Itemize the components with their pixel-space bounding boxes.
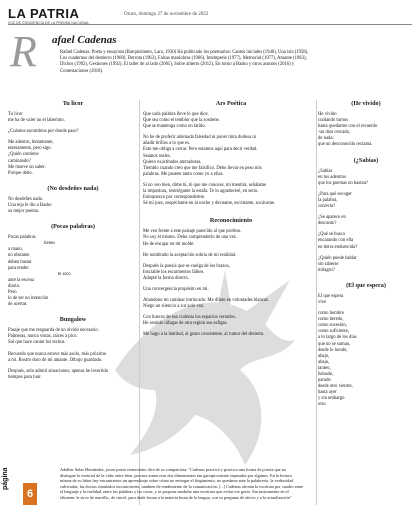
- poem: [318, 100, 414, 149]
- poem-line: desde lo hondo,: [318, 347, 348, 353]
- page-title: afael Cadenas: [52, 34, 117, 46]
- poem-line: Recuerdo que nunca estuve más asolo, más próximo: [8, 351, 107, 357]
- poem-line: en tus adentros: [318, 174, 347, 180]
- poem-line: He de encajar en mi molde.: [143, 241, 195, 247]
- poem-body: [318, 112, 414, 149]
- header-rule: [8, 24, 412, 25]
- poem-title: (He vivido): [351, 100, 381, 107]
- poem-line: Adopté la forma directo.: [143, 275, 190, 281]
- poem-line: No he de proferir adornada falsedad ni poner tinta dudosa ni: [143, 135, 256, 141]
- column-divider: [316, 100, 317, 505]
- poem-line: me ha de valer un el laberinto.: [8, 118, 65, 124]
- poem-line: encarando con ella: [318, 238, 354, 244]
- poem-body: [318, 294, 414, 409]
- poem-line: como suficiente,: [318, 329, 349, 335]
- poem-line: Que cada palabra lleve lo que dice.: [143, 112, 209, 117]
- poem-line: palabras. Me poseen tanto como yo a ellas.: [143, 171, 224, 177]
- poem-line: Me adentro, lentamente,: [8, 140, 54, 146]
- poem: [8, 223, 138, 308]
- poem-line: Tiemblo cuando creo que me falsifico. Debo llevar en peso mis: [143, 165, 262, 171]
- poem: [318, 157, 414, 274]
- poem-line: ¿Se aparece en: [318, 215, 346, 221]
- poem-line: Insciable los escarmentos fálkes.: [143, 269, 205, 275]
- poem-title: Reconocimiento: [209, 217, 253, 225]
- poem-title: (No desdeñes nada): [47, 184, 99, 192]
- poem-line: Palmeras, nunca vistas, raíces a pico.: [8, 334, 78, 340]
- poem-line: a mí. Rostro duro de mi amante. Dibujo guardado.: [8, 357, 103, 363]
- poem-line: abajo,: [318, 353, 330, 359]
- poem-line: en tierra endurecida?: [318, 244, 358, 250]
- poem-line: Sol que hace cantar los techos.: [8, 340, 66, 346]
- poem-line: la palabra,: [318, 197, 338, 203]
- poem-line: que los poemas no bastan?: [318, 180, 368, 186]
- poem-line: que no se suman,: [318, 341, 351, 347]
- footnote-line: misma de su labor hay encontramos un aprendizaje sobre cómo no entregar el fingimiento, no quedarse ante la palabrería. la verbosidad: [60, 478, 294, 484]
- poem-line: Enloquezco por corresponderme.: [143, 195, 206, 201]
- poem-line: ¿Qué se busca: [318, 232, 345, 238]
- poem-line: añadir brillos a lo que es.: [143, 141, 191, 147]
- poem-line: a mano,: [8, 247, 23, 253]
- poem-line: He sentido ráfagas de otra región sus esfigas.: [143, 321, 228, 327]
- poem-title: (El que espera): [346, 281, 386, 289]
- poem-line: No soy el mismo. Debo comprenderlo de una vez.: [143, 235, 237, 241]
- poem-line: de nada;: [318, 136, 334, 142]
- poem: [8, 185, 138, 215]
- poem-line: Si no veo bien, dime tú, tú que me conoces, mi mentira, señálame: [143, 182, 267, 188]
- poem-title: Bungalow: [59, 316, 87, 324]
- poem-line: su mejor poema.: [8, 209, 40, 215]
- poem-line: Abandono mi caminar intrincado. Me dilato en voluntades blancas.: [143, 298, 270, 304]
- bio-line: Los cuadernos del destierro (1960), Derrota (1963), Falsas maniobras (1966), Intemperie (1977), Memorial (1977), Amante (1983),: [60, 56, 307, 62]
- poem-line: Porque debo.: [8, 170, 33, 176]
- poem-line: como hombre: [318, 311, 344, 317]
- poem-line: otro.: [318, 402, 327, 408]
- poem: [143, 217, 319, 338]
- column-divider: [139, 100, 140, 505]
- bio-line: Contestaciones (2018).: [60, 68, 104, 74]
- poem-line: Me mueve un saber.: [8, 164, 46, 170]
- poem-line: ¿Para qué escoger: [318, 191, 352, 197]
- poem-line: como sucesión,: [318, 323, 347, 329]
- poem-body: [8, 112, 138, 177]
- poem-line: ¿Sabías: [318, 168, 333, 174]
- poem-line: sin saberse: [318, 261, 339, 267]
- poem-line: ¿Quién contiene: [8, 152, 39, 158]
- poem-line: Con huecos de esa violenta los espacios cerrados.: [143, 315, 236, 321]
- drop-initial: R: [10, 27, 37, 76]
- poem-line: ¿Cuántos escombros por donde paso?: [8, 129, 79, 135]
- poem-body: [8, 328, 138, 381]
- right-column: [318, 100, 414, 417]
- poem-line: Quiero exactitudes aterradoras.: [143, 159, 202, 165]
- poem-line: correcta?: [318, 204, 336, 210]
- poem-line: cuidando turnos: [318, 118, 349, 124]
- footnote-line: Adalber Salas Hernández, joven poeta venezolano dice de su compatriota: "Cadenas practicó y practica una forma de poesía que no: [60, 467, 287, 472]
- newspaper-logo: LA PATRIA: [8, 6, 80, 21]
- poem: [8, 316, 138, 381]
- poem-line: Pero: [8, 289, 17, 295]
- poem-line: ante la escena: [8, 277, 35, 283]
- poem-line: Seamos reales.: [143, 153, 171, 159]
- poem-line: no obstante: [8, 253, 30, 259]
- poem-line: milagro?: [318, 267, 335, 273]
- poem-line: Tu licor: [8, 112, 23, 117]
- poem: [8, 100, 138, 177]
- poem-line: He vivido: [318, 112, 337, 117]
- poem-title: Ars Poética: [215, 100, 247, 107]
- poem-line: Sé mi juez, sospéchame en la noche y devuame, escúrtame, socávame.: [143, 201, 276, 207]
- poem-line: hasta quedarme con el recuerdo: [318, 124, 378, 130]
- poem-line: No desdeñes nada.: [8, 196, 44, 202]
- poem-line: que un desconocido reclama.: [318, 142, 373, 148]
- poem-body: [143, 112, 319, 207]
- poem-line: te arco: [58, 271, 71, 277]
- poem-line: caminando?: [8, 158, 31, 164]
- poem-body: [143, 229, 319, 338]
- poem-body: [8, 235, 138, 308]
- poem-line: como heredo,: [318, 317, 344, 323]
- poem-line: de acertar.: [8, 302, 28, 308]
- poem-line: la impostura, restriégame la estafa. Te lo agradeceré, en serio.: [143, 189, 259, 195]
- poem-line: Pasaje que me resguarda de un olvido necesario.: [8, 328, 99, 334]
- poem-line: abajo,: [318, 359, 330, 365]
- poem-line: Esto me obliga a cerrar. Pero estamos aquí para decir verdad.: [143, 147, 258, 153]
- newspaper-tagline: VOZ DE CONCIENCIA DE LA PRENSA NACIONAL: [8, 21, 90, 25]
- poem-line: -un dios cercado,: [318, 130, 351, 136]
- poem-line: Una teja le dio a Basho: [8, 202, 52, 208]
- poem-line: Que se mantenga como un latido.: [143, 124, 206, 130]
- poem-line: descanto?: [318, 221, 337, 227]
- poem-line: lo de ser un intención: [8, 296, 49, 302]
- poem-line: tanteo,: [318, 365, 331, 371]
- bio-line: Rafael Cadenas. Poeta y ensayista (Barquisimeto, Lara, 1930) Ha publicado los poemarios: Cantos iniciales (1946), Una isla (1958),: [60, 50, 309, 55]
- author-bio: [60, 50, 410, 75]
- poem-line: diaria.: [8, 283, 20, 289]
- poem-line: y sin embargo: [318, 396, 345, 402]
- poem: [143, 100, 319, 207]
- poem-line: He nombrado la aceptación sobria de mi realidad.: [143, 252, 237, 258]
- poem-line: Pocas palabras: [8, 235, 36, 241]
- poem-line: a lo largo de los días: [318, 335, 357, 341]
- footnote-line: cultivadas, las doctos simulados inconscientes, tambien de rendimiento de la comunicación. [...] Cadenas afronta la escritura por cuadro entre: [60, 483, 304, 489]
- poem-line: tiempos para huir.: [8, 374, 42, 380]
- poem-line: para tender: [8, 265, 29, 271]
- footnote-line: idionem: le sirve de martillo, de cincel, para darle forma a la materia bruta de la lengua, con su pregunta de afecto y a la actualización": [60, 494, 292, 500]
- poem-line: Una convergencia propósito en mí.: [143, 286, 209, 292]
- poem-line: enteramente, pero sigo.: [8, 146, 52, 152]
- poem-line: parado: [318, 378, 331, 384]
- poem-title: (¿Sabías): [353, 156, 379, 164]
- poem-line: tienes: [44, 241, 55, 247]
- poem-line: hasta ayer: [318, 390, 337, 396]
- poem-line: Que sea como el temblor que la sostiene.: [143, 118, 220, 124]
- page-number: 6: [23, 483, 37, 505]
- poem-line: balsado,: [318, 372, 334, 377]
- poem-line: ¿Quién puede hablar: [318, 255, 357, 261]
- poem-line: desde otro vientre,: [318, 384, 353, 390]
- poem-line: El que espera: [318, 293, 344, 299]
- commentary-footnote: [60, 467, 412, 501]
- middle-column: [143, 100, 319, 349]
- poem-line: Después, solo admití situaciones; apenas he invertido: [8, 368, 109, 374]
- poem: [318, 282, 414, 409]
- poem-line: Después la poesía que se cuelga de los brazos,: [143, 263, 230, 269]
- poem-line: deben bastar: [8, 259, 32, 265]
- poem-title: Tu licor: [62, 100, 84, 107]
- bio-line: Dichos (1992), Gestiones (1992), El taller de al lado (2005), Sobre abierto (2012), En torno a Basho y otros asuntos (2016) y: [60, 62, 295, 68]
- poem-title: (Pocas palabras): [51, 223, 95, 231]
- poem-line: Me hago a la lentitud, al gusto consistente, al rumor del desierto.: [143, 332, 265, 338]
- left-column: [8, 100, 138, 389]
- footnote-line: el lenguaje y la realidad, entre las palabras y las cosas, y se propone modular una escritura que evitar ese gesto. Sin instrumento en el: [60, 489, 289, 495]
- poem-body: [318, 169, 414, 274]
- poem-line: Niego un silencio a sur solo voz.: [143, 304, 205, 310]
- dateline: Oruro, domingo 27 de noviembre de 2022: [124, 12, 209, 17]
- poem-body: [8, 197, 138, 215]
- poem-line: vive: [318, 299, 327, 305]
- footnote-line: distingue lo esencial de la vida; entre bien, procura aunar esas dos dimensiones tan garrapiconente separadas por algunos. En la lectura: [60, 472, 292, 478]
- poem-line: Me veo frente a este paisaje parecido al que profeso.: [143, 229, 242, 235]
- page-label: página: [2, 467, 9, 490]
